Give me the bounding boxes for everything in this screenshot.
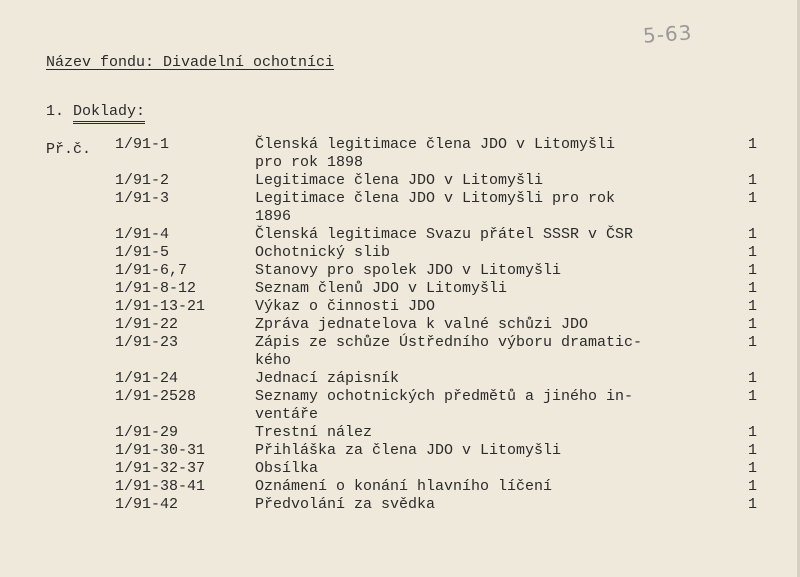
item-description-line: Seznam členů JDO v Litomyšli bbox=[255, 280, 508, 297]
item-description-line: Seznamy ochotnických předmětů a jiného in- bbox=[255, 388, 634, 405]
section-heading bbox=[46, 103, 145, 120]
item-signature: 1/91-24 bbox=[115, 370, 179, 387]
item-count: 1 bbox=[748, 370, 758, 387]
inventory-row bbox=[0, 460, 800, 478]
section-number: 1. bbox=[46, 103, 65, 120]
item-count: 1 bbox=[748, 334, 758, 351]
inventory-row bbox=[0, 334, 800, 370]
item-signature: 1/91-6,7 bbox=[115, 262, 188, 279]
item-count: 1 bbox=[748, 244, 758, 261]
item-description-line: Oznámení o konání hlavního líčení bbox=[255, 478, 553, 495]
item-description-line: kého bbox=[255, 352, 292, 369]
item-description-line: ventáře bbox=[255, 406, 319, 423]
inventory-row bbox=[0, 442, 800, 460]
item-description bbox=[255, 262, 745, 280]
section-label: Doklady: bbox=[73, 103, 145, 124]
item-count: 1 bbox=[748, 460, 758, 477]
item-count: 1 bbox=[748, 280, 758, 297]
item-signature: 1/91-42 bbox=[115, 496, 179, 513]
item-description-line: Legitimace člena JDO v Litomyšli pro rok bbox=[255, 190, 616, 207]
inventory-row bbox=[0, 316, 800, 334]
item-description-line: Jednací zápisník bbox=[255, 370, 400, 387]
item-count: 1 bbox=[748, 298, 758, 315]
item-count: 1 bbox=[748, 136, 758, 153]
inventory-row bbox=[0, 172, 800, 190]
item-description-line: Trestní nález bbox=[255, 424, 373, 441]
item-signature: 1/91-29 bbox=[115, 424, 179, 441]
item-signature: 1/91-32-37 bbox=[115, 460, 206, 477]
item-description bbox=[255, 244, 745, 262]
item-count: 1 bbox=[748, 496, 758, 513]
shelf-mark: 5-63 bbox=[641, 20, 693, 48]
inventory-row bbox=[0, 280, 800, 298]
item-signature: 1/91-13-21 bbox=[115, 298, 206, 315]
item-signature: 1/91-30-31 bbox=[115, 442, 206, 459]
inventory-row bbox=[0, 478, 800, 496]
inventory-row bbox=[0, 370, 800, 388]
inventory-row bbox=[0, 244, 800, 262]
item-signature: 1/91-23 bbox=[115, 334, 179, 351]
item-signature: 1/91-5 bbox=[115, 244, 170, 261]
item-description-line: 1896 bbox=[255, 208, 292, 225]
item-description-line: Obsílka bbox=[255, 460, 319, 477]
inventory-row bbox=[0, 298, 800, 316]
item-signature: 1/91-22 bbox=[115, 316, 179, 333]
inventory-row bbox=[0, 226, 800, 244]
item-description-line: pro rok 1898 bbox=[255, 154, 364, 171]
item-description-line: Stanovy pro spolek JDO v Litomyšli bbox=[255, 262, 562, 279]
item-description bbox=[255, 226, 745, 244]
item-description bbox=[255, 496, 745, 514]
item-description bbox=[255, 316, 745, 334]
inventory-row bbox=[0, 262, 800, 280]
inventory-prefix: Př.č. bbox=[46, 141, 92, 158]
item-description bbox=[255, 424, 745, 442]
item-description-line: Členská legitimace člena JDO v Litomyšli bbox=[255, 136, 616, 153]
item-description bbox=[255, 280, 745, 298]
item-count: 1 bbox=[748, 478, 758, 495]
item-signature: 1/91-1 bbox=[115, 136, 170, 153]
inventory-row bbox=[0, 190, 800, 226]
item-count: 1 bbox=[748, 262, 758, 279]
inventory-row bbox=[0, 424, 800, 442]
item-description bbox=[255, 172, 745, 190]
item-description-line: Legitimace člena JDO v Litomyšli bbox=[255, 172, 544, 189]
fond-title: Název fondu: Divadelní ochotníci bbox=[46, 54, 335, 71]
inventory-row bbox=[0, 388, 800, 424]
item-description bbox=[255, 442, 745, 460]
item-signature: 1/91-4 bbox=[115, 226, 170, 243]
item-count: 1 bbox=[748, 424, 758, 441]
item-count: 1 bbox=[748, 172, 758, 189]
inventory-list bbox=[0, 136, 800, 514]
inventory-row bbox=[0, 496, 800, 514]
item-count: 1 bbox=[748, 388, 758, 405]
inventory-row bbox=[0, 136, 800, 172]
item-description bbox=[255, 460, 745, 478]
item-count: 1 bbox=[748, 226, 758, 243]
item-description-line: Zápis ze schůze Ústředního výboru dramatic- bbox=[255, 334, 643, 351]
item-count: 1 bbox=[748, 190, 758, 207]
item-signature: 1/91-3 bbox=[115, 190, 170, 207]
item-count: 1 bbox=[748, 442, 758, 459]
item-signature: 1/91-38-41 bbox=[115, 478, 206, 495]
item-description-line: Výkaz o činnosti JDO bbox=[255, 298, 436, 315]
item-description-line: Přihláška za člena JDO v Litomyšli bbox=[255, 442, 562, 459]
item-description-line: Členská legitimace Svazu přátel SSSR v ČSR bbox=[255, 226, 634, 243]
item-description bbox=[255, 136, 745, 172]
item-description bbox=[255, 370, 745, 388]
item-description bbox=[255, 298, 745, 316]
item-description bbox=[255, 478, 745, 496]
item-signature: 1/91-2528 bbox=[115, 388, 197, 405]
item-count: 1 bbox=[748, 316, 758, 333]
item-description bbox=[255, 388, 745, 424]
item-description-line: Ochotnický slib bbox=[255, 244, 391, 261]
item-signature: 1/91-2 bbox=[115, 172, 170, 189]
item-description bbox=[255, 190, 745, 226]
item-signature: 1/91-8-12 bbox=[115, 280, 197, 297]
item-description-line: Předvolání za svědka bbox=[255, 496, 436, 513]
item-description bbox=[255, 334, 745, 370]
item-description-line: Zpráva jednatelova k valné schůzi JDO bbox=[255, 316, 589, 333]
